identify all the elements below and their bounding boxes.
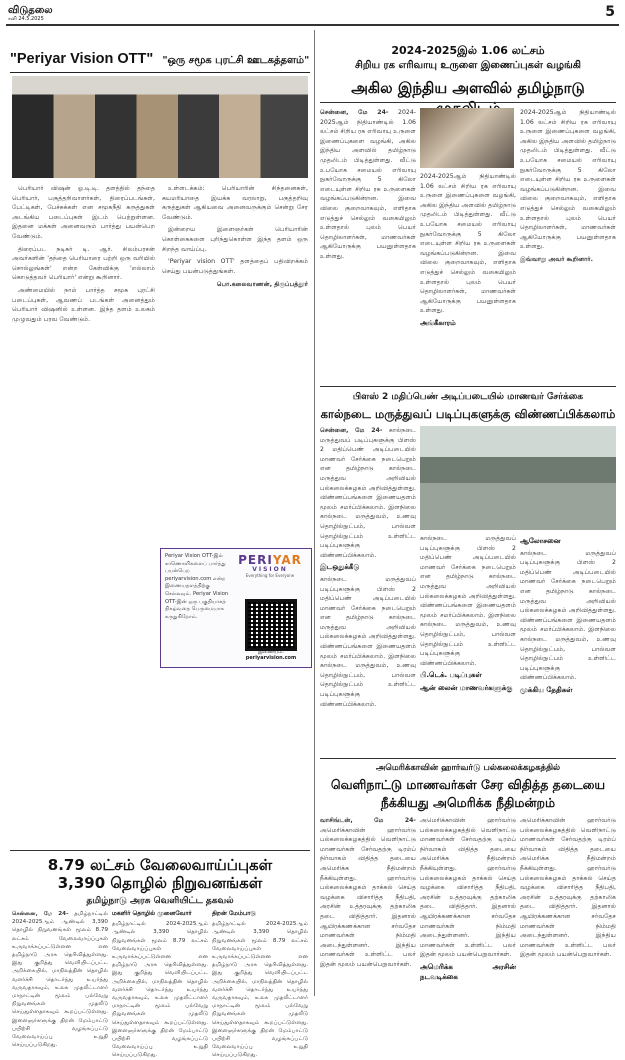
periyar-article-col1: [12, 184, 155, 850]
plus2-body: கால்நடை மருத்துவப் படிப்புகளுக்கு பிளஸ் 2 மதிப்பெண் அடிப்படையில் மாணவர் சேர்க்கை நடைபெறும் என தமிழ்நாடு கால்நடை மருத்துவ அறிவியல் பல்கலைக்கழகம் அறிவித்துள்ளது. விண்ணப்பங்களை இணையதளம் மூலம் சமர்ப்பிக்கலாம். இளநிலை கால்நடை மருத்துவம், உணவு தொழில்நுட்பம், பால்வள தொழில்நுட்பம் உள்ளிட்ட படிப்புகளுக்கு விண்ணப்பிக்கலாம்.: [420, 535, 516, 667]
harvard-body: அமெரிக்காவின் ஹார்வர்டு பல்கலைக்கழகத்தில் வெளிநாட்டு மாணவர்கள் சேர்வதற்கு டிரம்ப் நிர்வாகம் விதித்த தடையை அமெரிக்க நீதிமன்றம் நீக்கியுள்ளது. ஹார்வர்டு பல்கலைக்கழகம் தாக்கல் செய்த வழக்கை விசாரித்த நீதிபதி, அரசின் உத்தரவுக்கு தற்காலிக தடை விதித்தார். இதனால் ஆயிரக்கணக்கான சர்வதேச மாணவர்கள் நிம்மதி அடைந்துள்ளனர். இந்திய மாணவர்கள் உள்ளிட்ட பலர் இதன் மூலம் பயன்பெறுவார்கள்.: [520, 817, 616, 959]
lpg-headline: அகில இந்திய அளவில் தமிழ்நாடு: [351, 79, 585, 97]
periyar-col1-para: திரைப்பட நடிகர் டி. ஆர். சிலம்பரசன் அவர்களின் 'தந்தை பெரியாரை பற்றி ஒரு வரியில் சொல்லுங்கள்' என்ற கேள்விக்கு 'எல்லாம் கொடுத்தவர் பெரியார்' என்று கூறினார்.: [12, 245, 155, 282]
periyar-col1-para: அண்மையில் நாம் பார்த்த சமூக புரட்சி படைப்புகள், ஆவணப் படங்கள் அனைத்தும் பெரியார் விஷனில் உள்ளன. இந்த தளம் உலகம் முழுவதும் பரவ வேண்டும்.: [12, 286, 155, 323]
plus2-body: கால்நடை மருத்துவப் படிப்புகளுக்கு பிளஸ் 2 மதிப்பெண் அடிப்படையில் மாணவர் சேர்க்கை நடைபெறும் என தமிழ்நாடு கால்நடை மருத்துவ அறிவியல் பல்கலைக்கழகம் அறிவித்துள்ளது. விண்ணப்பங்களை இணையதளம் மூலம் சமர்ப்பிக்கலாம். இளநிலை கால்நடை மருத்துவம், உணவு தொழில்நுட்பம், பால்வள தொழில்நுட்பம் உள்ளிட்ட படிப்புகளுக்கு விண்ணப்பிக்கலாம்.: [320, 427, 416, 559]
harvard-body: அமெரிக்காவின் ஹார்வர்டு பல்கலைக்கழகத்தில் வெளிநாட்டு மாணவர்கள் சேர்வதற்கு டிரம்ப் நிர்வாகம் விதித்த தடையை அமெரிக்க நீதிமன்றம் நீக்கியுள்ளது. ஹார்வர்டு பல்கலைக்கழகம் தாக்கல் செய்த வழக்கை விசாரித்த நீதிபதி, அரசின் உத்தரவுக்கு தற்காலிக தடை விதித்தார். இதனால் ஆயிரக்கணக்கான சர்வதேச மாணவர்கள் நிம்மதி அடைந்துள்ளனர். இந்திய மாணவர்கள் உள்ளிட்ட பலர் இதன் மூலம் பயன்பெறுவார்கள்.: [320, 826, 416, 968]
harvard-headline-1: வெளிநாட்டு மாணவர்கள் சேர விதித்த தடையை: [330, 777, 606, 792]
periyar-col2-para: உள்ளடக்கம்: பெரியாரின் சிந்தனைகள், சுயமரியாதை இயக்க வரலாறு, பகுத்தறிவு கருத்துகள் ஆகியவை அனைவருக்கும் சென்று சேர வேண்டும்.: [162, 185, 308, 221]
lpg-col2: [420, 172, 516, 382]
plus2-subhead-b: பி.டெக். படிப்புகள்: [420, 671, 482, 680]
logo-tag: VISION: [252, 566, 288, 573]
plus2-kicker: பிளஸ் 2 மதிப்பெண் அடிப்படையில் மாணவர் சேர்க்கை: [352, 392, 584, 402]
lpg-kicker: 2024-2025இல் 1.06 லட்சம்: [391, 44, 545, 57]
plus2-photo: [420, 426, 616, 530]
plus2-subhead-a: இடஒதுக்கீடு: [320, 563, 360, 572]
plus2-col1: [320, 426, 416, 756]
page-header: [0, 0, 625, 24]
jobs-subhead-a: மகளிர் தொழில் முனைவோர்: [112, 910, 192, 917]
lpg-body: 2024-2025ஆம் நிதியாண்டில் 1.06 லட்சம் சிறிய ரக எரிவாயு உருளை இணைப்புகளை வழங்கி, அகில இந்திய அளவில் தமிழ்நாடு முதலிடம் பிடித்துள்ளது. வீட்டு உபயோக சமையல் எரிவாயு நுகர்வோருக்கு 5 கிலோ எடையுள்ள சிறிய ரக உருளைகள் வழங்கப்படுகின்றன. இவை விலை குறைவாகவும், எளிதாக எடுத்துச் செல்லும் வகையிலும் உள்ளதால் புலம் பெயர் தொழிலாளர்கள், மாணவர்கள் ஆகியோருக்கு பயனுள்ளதாக உள்ளது.: [420, 173, 516, 315]
plus2-headline: கால்நடை மருத்துவப் படிப்புகளுக்கு விண்ணப்பிக்கலாம்: [320, 407, 616, 421]
periyar-article-author: பொ.கலைவாணன், திருப்பத்தூர்: [216, 281, 308, 289]
periyar-article-header: [10, 48, 310, 73]
plus2-col2: [420, 534, 516, 756]
qr-code[interactable]: [245, 599, 297, 651]
lpg-body: 2024-2025ஆம் நிதியாண்டில் 1.06 லட்சம் சிறிய ரக எரிவாயு உருளை இணைப்புகளை வழங்கி, அகில இந்திய அளவில் தமிழ்நாடு முதலிடம் பிடித்துள்ளது. வீட்டு உபயோக சமையல் எரிவாயு நுகர்வோருக்கு 5 கிலோ எடையுள்ள சிறிய ரக உருளைகள் வழங்கப்படுகின்றன. இவை விலை குறைவாகவும், எளிதாக எடுத்துச் செல்லும் வகையிலும் உள்ளதால் புலம் பெயர் தொழிலாளர்கள், மாணவர்கள் ஆகியோருக்கு பயனுள்ளதாக உள்ளது.: [320, 109, 416, 260]
masthead-name: விடுதலை: [8, 5, 53, 16]
lpg-kicker-2: சிறிய ரக எரிவாயு உருளை இணைப்புகள் வழங்கி: [355, 60, 581, 71]
ad-link[interactable]: [235, 649, 307, 661]
plus2-top-rule: [320, 386, 616, 387]
lpg-col1: [320, 108, 416, 382]
periyar-col1-para: பெரியார் விஷன் ஓ.டி.டி. தளத்தில் தந்தை பெரியார், பகுத்தறிவாளர்கள், திரைப்படங்கள், பேட்டிகள், பேச்சுக்கள் என சமூகநீதி கருத்துகள் அடங்கிய படைப்புகள் இடம் பெற்றுள்ளன. இதனை மக்கள் அனைவரும் பார்த்து பயன்பெற வேண்டும்.: [12, 185, 155, 240]
lpg-rule: [320, 102, 616, 103]
harvard-col2: [420, 816, 516, 996]
plus2-body: கால்நடை மருத்துவப் படிப்புகளுக்கு பிளஸ் 2 மதிப்பெண் அடிப்படையில் மாணவர் சேர்க்கை நடைபெறும் என தமிழ்நாடு கால்நடை மருத்துவ அறிவியல் பல்கலைக்கழகம் அறிவித்துள்ளது. விண்ணப்பங்களை இணையதளம் மூலம் சமர்ப்பிக்கலாம். இளநிலை கால்நடை மருத்துவம், உணவு தொழில்நுட்பம், பால்வள தொழில்நுட்பம் உள்ளிட்ட படிப்புகளுக்கு விண்ணப்பிக்கலாம்.: [320, 575, 416, 708]
lpg-photo: [420, 108, 514, 168]
periyar-article-title-ta: "ஒரு சமூக புரட்சி ஊடகத்தளம்": [162, 55, 310, 66]
lpg-subhead: அங்கீகாரம்: [420, 318, 456, 327]
periyar-col2-para: இன்றைய இளைஞர்கள் பெரியாரின் கொள்கைகளை புரிந்துகொள்ள இந்த தளம் ஒரு சிறந்த வாய்ப்பு.: [162, 226, 308, 253]
jobs-top-rule: [10, 850, 310, 851]
header-rule: [6, 24, 619, 26]
logo-text-bottom: YAR: [272, 553, 302, 567]
jobs-headline-1: 8.79 லட்சம் வேலைவாய்ப்புகள்: [47, 856, 273, 874]
jobs-subhead: தமிழ்நாடு அரசு வெளியிட்ட தகவல்: [86, 896, 234, 906]
plus2-body: கால்நடை மருத்துவப் படிப்புகளுக்கு பிளஸ் 2 மதிப்பெண் அடிப்படையில் மாணவர் சேர்க்கை நடைபெறும் என தமிழ்நாடு கால்நடை மருத்துவ அறிவியல் பல்கலைக்கழகம் அறிவித்துள்ளது. விண்ணப்பங்களை இணையதளம் மூலம் சமர்ப்பிக்கலாம். இளநிலை கால்நடை மருத்துவம், உணவு தொழில்நுட்பம், பால்வள தொழில்நுட்பம் உள்ளிட்ட படிப்புகளுக்கு விண்ணப்பிக்கலாம்.: [520, 549, 616, 682]
logo-sub: Everything for Everyone: [245, 573, 295, 578]
periyar-vision-screenshot: [12, 76, 308, 178]
plus2-subhead-c: ஆலோசனை: [520, 537, 561, 545]
periyar-vision-logo: [235, 555, 305, 595]
periyar-article-title-en: "Periyar Vision OTT": [10, 51, 154, 67]
periyar-article-col2: [162, 184, 308, 544]
lpg-col3: [520, 108, 616, 382]
plus2-col3: [520, 534, 616, 756]
jobs-body: தமிழ்நாட்டில் 2024-2025ஆம் ஆண்டில் 3,390 தொழில் நிறுவனங்கள் மூலம் 8.79 லட்சம் வேலைவாய்ப்புகள் உருவாக்கப்பட்டுள்ளன என தமிழ்நாடு அரசு தெரிவித்துள்ளது. இது குறித்து வெளியிடப்பட்ட அறிக்கையில், மாநிலத்தின் தொழில் வளர்ச்சி தொடர்ந்து உயர்ந்து வருவதாகவும், உலக முதலீட்டாளர் மாநாட்டின் மூலம் பல்வேறு நிறுவனங்கள் முதலீடு செய்துள்ளதாகவும் கூறப்பட்டுள்ளது. இளைஞர்களுக்கு திறன் மேம்பாட்டு பயிற்சி வழங்கப்பட்டு வேலைவாய்ப்பு உறுதி செய்யப்படுகிறது.: [212, 921, 308, 1059]
ad-text: Periyar Vision OTT-இல் காணொளிகளைப் பார்த்து பயன்பெற periyarvision.com என்ற இணையதளத்திற்கு செல்லவும். Periyar Vision OTT-இன் ஒரு பகுதியாகத் திகழ்வதை பெருமையாக கருதுகிறோம்.: [165, 553, 229, 620]
lpg-body: 2024-2025ஆம் நிதியாண்டில் 1.06 லட்சம் சிறிய ரக எரிவாயு உருளை இணைப்புகளை வழங்கி, அகில இந்திய அளவில் தமிழ்நாடு முதலிடம் பிடித்துள்ளது. வீட்டு உபயோக சமையல் எரிவாயு நுகர்வோருக்கு 5 கிலோ எடையுள்ள சிறிய ரக உருளைகள் வழங்கப்படுகின்றன. இவை விலை குறைவாகவும், எளிதாக எடுத்துச் செல்லும் வகையிலும் உள்ளதால் புலம் பெயர் தொழிலாளர்கள், மாணவர்கள் ஆகியோருக்கு பயனுள்ளதாக உள்ளது.: [520, 109, 616, 251]
plus2-dateline: சென்னை, மே 24-: [320, 427, 383, 434]
logo-text-top: PERI: [238, 553, 273, 567]
harvard-headline-2: நீக்கியது அமெரிக்க நீதிமன்றம்: [380, 795, 556, 810]
jobs-col1: [12, 910, 108, 1049]
periyar-vision-ad: [160, 548, 312, 668]
harvard-subhead: அமெரிக்க அரசின் நடவடிக்கை: [420, 962, 516, 981]
harvard-kicker: அமெரிக்காவின் ஹார்வர்டு பல்கலைக்கழகத்தில்: [375, 763, 561, 773]
jobs-headline-2: 3,390 தொழில் நிறுவனங்கள்: [57, 874, 263, 892]
harvard-col3: [520, 816, 616, 996]
harvard-body: அமெரிக்காவின் ஹார்வர்டு பல்கலைக்கழகத்தில் வெளிநாட்டு மாணவர்கள் சேர்வதற்கு டிரம்ப் நிர்வாகம் விதித்த தடையை அமெரிக்க நீதிமன்றம் நீக்கியுள்ளது. ஹார்வர்டு பல்கலைக்கழகம் தாக்கல் செய்த வழக்கை விசாரித்த நீதிபதி, அரசின் உத்தரவுக்கு தற்காலிக தடை விதித்தார். இதனால் ஆயிரக்கணக்கான சர்வதேச மாணவர்கள் நிம்மதி அடைந்துள்ளனர். இந்திய மாணவர்கள் உள்ளிட்ட பலர் இதன் மூலம் பயன்பெறுவார்கள்.: [420, 817, 516, 959]
plus2-subhead-e: ஆன் லைன் மாணவர்களுக்கு: [420, 683, 513, 692]
jobs-dateline: சென்னை, மே 24-: [12, 911, 69, 917]
jobs-body: தமிழ்நாட்டில் 2024-2025ஆம் ஆண்டில் 3,390 தொழில் நிறுவனங்கள் மூலம் 8.79 லட்சம் வேலைவாய்ப்புகள் உருவாக்கப்பட்டுள்ளன என தமிழ்நாடு அரசு தெரிவித்துள்ளது. இது குறித்து வெளியிடப்பட்ட அறிக்கையில், மாநிலத்தின் தொழில் வளர்ச்சி தொடர்ந்து உயர்ந்து வருவதாகவும், உலக முதலீட்டாளர் மாநாட்டின் மூலம் பல்வேறு நிறுவனங்கள் முதலீடு செய்துள்ளதாகவும் கூறப்பட்டுள்ளது. இளைஞர்களுக்கு திறன் மேம்பாட்டு பயிற்சி வழங்கப்பட்டு வேலைவாய்ப்பு உறுதி செய்யப்படுகிறது.: [112, 921, 208, 1059]
harvard-dateline: வாசிங்டன், மே 24-: [320, 817, 416, 824]
harvard-top-rule: [320, 758, 616, 759]
jobs-col3: [212, 910, 308, 1059]
plus2-subhead-d: முக்கிய தேதிகள்: [520, 685, 573, 694]
jobs-col2: [112, 910, 208, 1059]
page-number: 5: [605, 4, 615, 20]
jobs-subhead-b: திறன் மேம்பாடு: [212, 910, 256, 917]
issue-date: சனி 24.5.2025: [8, 16, 44, 22]
periyar-col2-para: 'Periyar vision OTT' தளத்தைப் பதிவிறக்கம் செய்து பயன்படுத்துங்கள்.: [162, 258, 308, 275]
lpg-signoff: இவ்வாறு அவர் கூறினார்.: [520, 255, 593, 263]
column-divider: [314, 30, 315, 996]
ad-link-label: இணையம்:: [258, 649, 284, 655]
lpg-dateline: சென்னை, மே 24-: [320, 109, 389, 116]
jobs-body: தமிழ்நாட்டில் 2024-2025ஆம் ஆண்டில் 3,390 தொழில் நிறுவனங்கள் மூலம் 8.79 லட்சம் வேலைவாய்ப்புகள் உருவாக்கப்பட்டுள்ளன என தமிழ்நாடு அரசு தெரிவித்துள்ளது. இது குறித்து வெளியிடப்பட்ட அறிக்கையில், மாநிலத்தின் தொழில் வளர்ச்சி தொடர்ந்து உயர்ந்து வருவதாகவும், உலக முதலீட்டாளர் மாநாட்டின் மூலம் பல்வேறு நிறுவனங்கள் முதலீடு செய்துள்ளதாகவும் கூறப்பட்டுள்ளது. இளைஞர்களுக்கு திறன் மேம்பாட்டு பயிற்சி வழங்கப்பட்டு வேலைவாய்ப்பு உறுதி செய்யப்படுகிறது.: [12, 911, 108, 1049]
ad-url[interactable]: periyarvision.com: [245, 655, 297, 661]
harvard-col1: [320, 816, 416, 996]
